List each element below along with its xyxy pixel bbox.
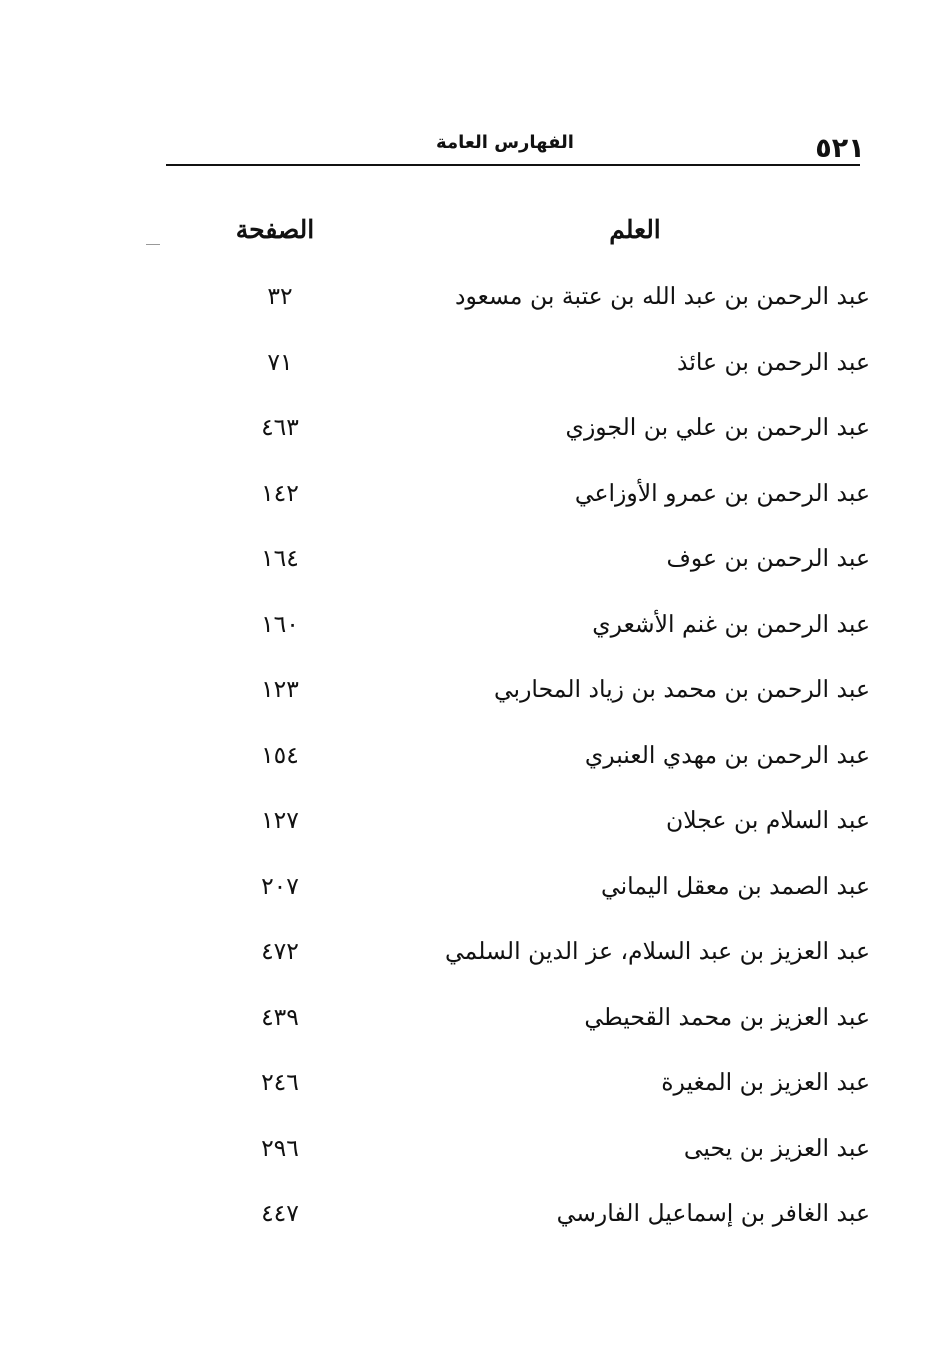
entry-page: ٢٠٧ (261, 871, 299, 900)
index-entry (200, 1050, 870, 1116)
index-list (200, 264, 870, 1247)
entry-page: ٤٣٩ (261, 1002, 299, 1031)
entry-name: عبد الرحمن بن عوف (666, 544, 870, 572)
entry-name: عبد العزيز بن عبد السلام، عز الدين السلمي (445, 937, 870, 965)
entry-name: عبد الرحمن بن عبد الله بن عتبة بن مسعود (455, 282, 870, 310)
entry-name: عبد الرحمن بن محمد بن زياد المحاربي (493, 675, 870, 703)
entry-name: عبد الغافر بن إسماعيل الفارسي (556, 1199, 870, 1227)
entry-page: ٤٦٣ (261, 413, 299, 441)
index-entry (200, 592, 870, 658)
entry-page: ١٥٤ (261, 740, 299, 769)
entry-name: عبد الرحمن بن غنم الأشعري (592, 609, 870, 638)
index-entry (200, 657, 870, 723)
index-entry (200, 985, 870, 1051)
entry-page: ١٢٣ (261, 675, 299, 703)
column-header-name: العلم (609, 215, 661, 244)
index-entry (200, 461, 870, 527)
entry-page: ١٦٠ (261, 609, 299, 638)
entry-page: ١٦٤ (261, 544, 299, 572)
index-entry (200, 264, 870, 330)
entry-name: عبد الصمد بن معقل اليماني (600, 871, 870, 900)
column-header-page: الصفحة (235, 215, 315, 244)
entry-page: ٢٩٦ (261, 1133, 299, 1162)
entry-name: عبد السلام بن عجلان (666, 806, 870, 834)
entry-name: عبد الرحمن بن علي بن الجوزي (565, 413, 870, 441)
index-entry (200, 919, 870, 985)
entry-name: عبد الرحمن بن عمرو الأوزاعي (574, 478, 870, 507)
entry-name: عبد العزيز بن المغيرة (661, 1068, 870, 1096)
entry-page: ٢٤٦ (261, 1068, 299, 1096)
index-entry (200, 1181, 870, 1247)
index-entry (200, 723, 870, 789)
header-rule (166, 164, 860, 166)
index-entry (200, 330, 870, 396)
page-number: ٥٢١ (815, 133, 865, 164)
entry-page: ١٤٢ (261, 478, 299, 507)
scan-mark (146, 244, 160, 245)
entry-page: ٧١ (267, 347, 293, 376)
index-entry (200, 854, 870, 920)
running-title: الفهارس العامة (436, 132, 574, 153)
entry-name: عبد العزيز بن يحيى (683, 1133, 870, 1162)
index-entry (200, 395, 870, 461)
entry-page: ٣٢ (267, 282, 293, 310)
entry-name: عبد الرحمن بن عائذ (676, 347, 870, 376)
entry-page: ١٢٧ (261, 806, 299, 834)
index-entry (200, 526, 870, 592)
entry-name: عبد العزيز بن محمد القحيطي (584, 1002, 870, 1031)
entry-name: عبد الرحمن بن مهدي العنبري (584, 740, 870, 769)
entry-page: ٤٤٧ (261, 1199, 299, 1227)
entry-page: ٤٧٢ (261, 937, 299, 965)
index-entry (200, 788, 870, 854)
index-entry (200, 1116, 870, 1182)
